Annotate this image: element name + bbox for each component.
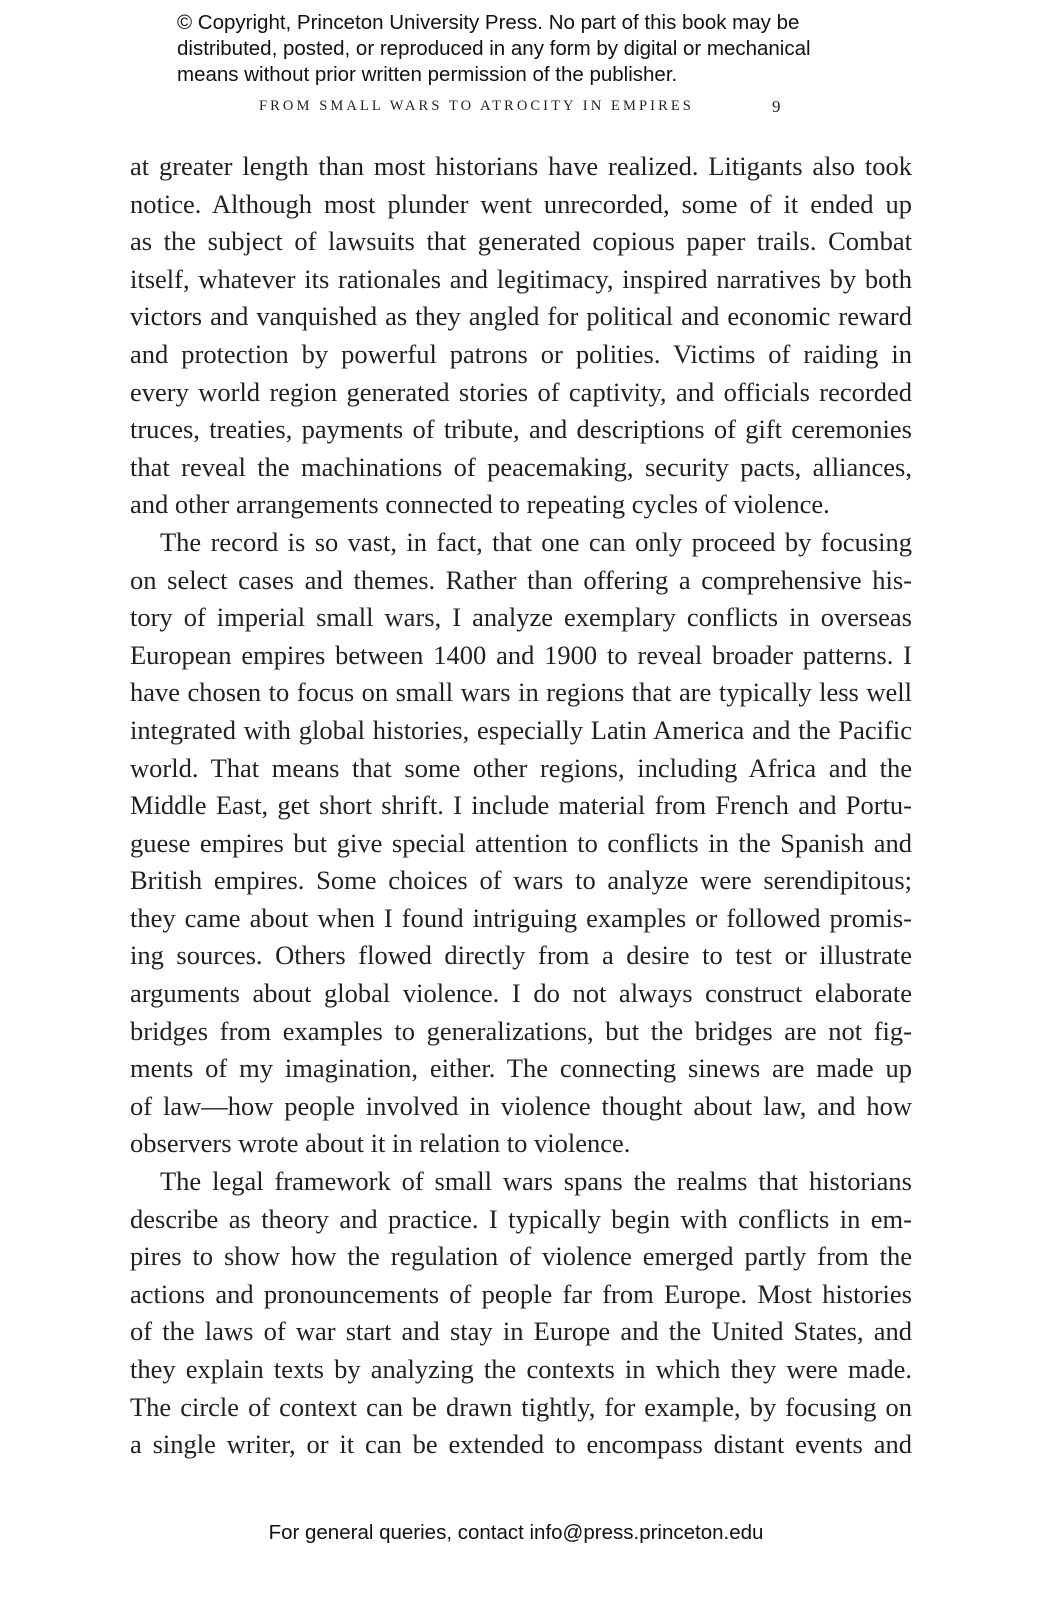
text-line: notice. Although most plunder went unrecorded, some of it ended up bbox=[130, 188, 912, 219]
text-line: that reveal the machinations of peacemaking, security pacts, alliances, bbox=[130, 451, 912, 482]
text-line: actions and pronouncements of people far from Europe. Most histories bbox=[130, 1278, 912, 1309]
text-line: world. That means that some other regions, including Africa and the bbox=[130, 752, 912, 783]
text-line: they came about when I found intriguing examples or followed promis- bbox=[130, 902, 912, 933]
text-line: they explain texts by analyzing the contexts in which they were made. bbox=[130, 1354, 912, 1384]
text-line: guese empires but give special attention to conflicts in the Spanish and bbox=[130, 827, 912, 858]
paragraph bbox=[130, 524, 912, 1163]
text-line: a single writer, or it can be extended to encompass distant events and bbox=[130, 1429, 912, 1460]
text-line: itself, whatever its rationales and legitimacy, inspired narratives by both bbox=[130, 263, 912, 294]
text-line: arguments about global violence. I do not always construct elaborate bbox=[130, 978, 912, 1009]
text-line: pires to show how the regulation of violence emerged partly from the bbox=[130, 1241, 912, 1272]
text-line: victors and vanquished as they angled for political and economic reward bbox=[130, 301, 912, 332]
text-line: observers wrote about it in relation to violence. bbox=[130, 1128, 631, 1159]
body-text bbox=[130, 148, 912, 1464]
text-line: at greater length than most historians have realized. Litigants also took bbox=[130, 151, 912, 181]
text-line: as the subject of lawsuits that generated copious paper trails. Combat bbox=[130, 226, 912, 257]
page-number: 9 bbox=[772, 97, 781, 116]
text-line: and other arrangements connected to repeating cycles of violence. bbox=[130, 489, 830, 520]
text-line: on select cases and themes. Rather than offering a comprehensive his- bbox=[130, 564, 912, 595]
text-line: have chosen to focus on small wars in regions that are typically less well bbox=[130, 677, 912, 708]
paragraph bbox=[130, 1163, 912, 1464]
running-head-title: FROM SMALL WARS TO ATROCITY IN EMPIRES bbox=[259, 98, 694, 114]
text-line: integrated with global histories, especially Latin America and the Pacific bbox=[130, 714, 912, 745]
text-line: The record is so vast, in fact, that one can only proceed by focusing bbox=[160, 526, 912, 557]
footer-contact: For general queries, contact info@press.princeton.edu bbox=[268, 1521, 764, 1544]
text-line: bridges from examples to generalizations, but the bridges are not fig- bbox=[130, 1015, 912, 1046]
text-line: of the laws of war start and stay in Europe and the United States, and bbox=[130, 1316, 912, 1347]
text-line: The legal framework of small wars spans the realms that historians bbox=[160, 1166, 912, 1197]
text-line: ing sources. Others flowed directly from a desire to test or illustrate bbox=[130, 940, 912, 971]
copyright-line: distributed, posted, or reproduced in any form by digital or mechanical bbox=[177, 37, 811, 60]
text-line: European empires between 1400 and 1900 to reveal broader patterns. I bbox=[130, 639, 912, 670]
paragraph bbox=[130, 148, 912, 524]
text-line: Middle East, get short shrift. I include material from French and Portu- bbox=[130, 790, 912, 821]
copyright-notice bbox=[177, 10, 897, 88]
text-line: and protection by powerful patrons or polities. Victims of raiding in bbox=[130, 338, 912, 369]
copyright-line: means without prior written permission of the publisher. bbox=[177, 63, 678, 86]
text-line: truces, treaties, payments of tribute, and descriptions of gift ceremonies bbox=[130, 414, 912, 445]
text-line: describe as theory and practice. I typically begin with conflicts in em- bbox=[130, 1203, 912, 1234]
text-line: British empires. Some choices of wars to analyze were serendipitous; bbox=[130, 865, 912, 896]
text-line: tory of imperial small wars, I analyze exemplary conflicts in overseas bbox=[130, 602, 912, 633]
text-line: ments of my imagination, either. The connecting sinews are made up bbox=[130, 1053, 912, 1084]
text-line: every world region generated stories of captivity, and officials recorded bbox=[130, 376, 912, 407]
copyright-line: © Copyright, Princeton University Press. No part of this book may be bbox=[177, 11, 800, 34]
text-line: The circle of context can be drawn tightly, for example, by focusing on bbox=[130, 1391, 912, 1422]
text-line: of law—how people involved in violence thought about law, and how bbox=[130, 1090, 912, 1121]
